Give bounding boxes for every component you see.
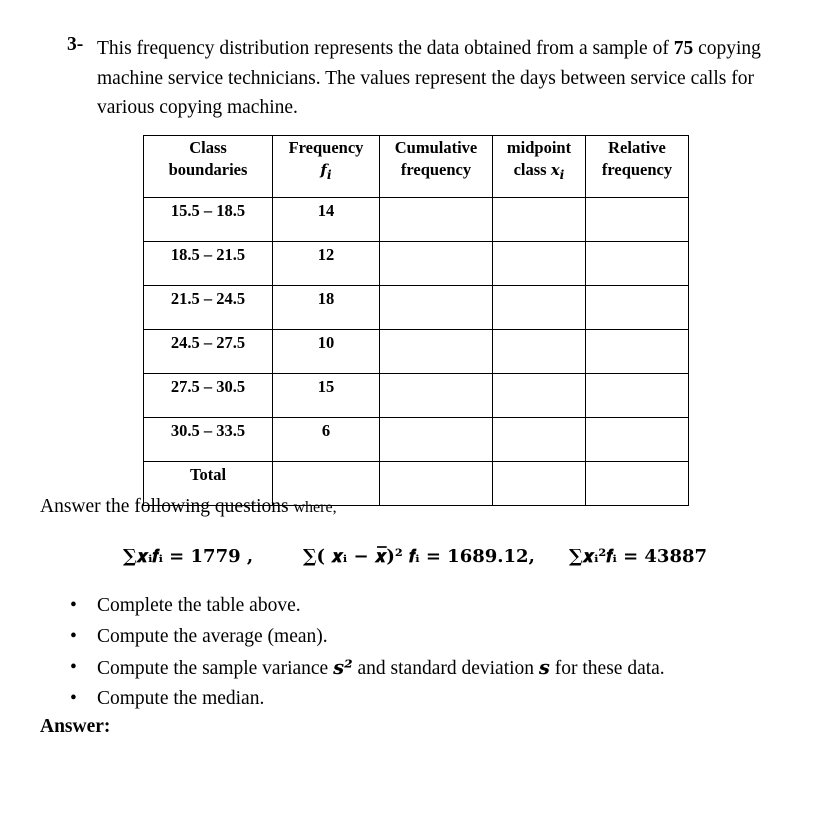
- header-midpoint: midpoint class $x_i$: [493, 136, 586, 198]
- cell-cumulative[interactable]: [380, 374, 493, 418]
- cell-cumulative[interactable]: [380, 330, 493, 374]
- cell-total-cumulative[interactable]: [380, 462, 493, 506]
- cell-relative[interactable]: [586, 198, 689, 242]
- cell-midpoint[interactable]: [493, 374, 586, 418]
- bullet-icon: •: [70, 595, 77, 616]
- cell-midpoint[interactable]: [493, 286, 586, 330]
- question-text: [97, 34, 797, 123]
- cell-class: 21.5 – 24.5: [144, 286, 273, 330]
- frequency-symbol: $f_i$: [320, 161, 332, 182]
- cell-midpoint[interactable]: [493, 418, 586, 462]
- cell-relative[interactable]: [586, 286, 689, 330]
- cell-cumulative[interactable]: [380, 242, 493, 286]
- cell-class: 30.5 – 33.5: [144, 418, 273, 462]
- header-frequency: Frequency $f_i$: [273, 136, 380, 198]
- question-text-after: copying machine service technicians. The values represent the days between service calls for various copying machine.: [97, 38, 761, 118]
- sample-size: 75: [673, 38, 694, 59]
- question-number: 3-: [67, 34, 84, 55]
- table-row: [144, 418, 689, 462]
- table-row: [144, 198, 689, 242]
- question-text-before: This frequency distribution represents the data obtained from a sample of: [97, 38, 674, 59]
- header-cumulative-frequency: Cumulative frequency: [380, 136, 493, 198]
- cell-total-label: Total: [144, 462, 273, 506]
- formula-sum-x2f: ∑𝒙ᵢ²𝒇ᵢ = 43887: [569, 546, 708, 567]
- table-row: [144, 242, 689, 286]
- midpoint-symbol: $x_i$: [550, 161, 565, 182]
- table-row: [144, 374, 689, 418]
- cell-frequency: 14: [273, 198, 380, 242]
- cell-frequency: 18: [273, 286, 380, 330]
- cell-total-relative[interactable]: [586, 462, 689, 506]
- cell-frequency: 10: [273, 330, 380, 374]
- list-item: • Complete the table above.: [0, 590, 665, 621]
- cell-cumulative[interactable]: [380, 418, 493, 462]
- cell-relative[interactable]: [586, 418, 689, 462]
- cell-cumulative[interactable]: [380, 198, 493, 242]
- cell-frequency: 15: [273, 374, 380, 418]
- table-row: [144, 330, 689, 374]
- cell-class: 27.5 – 30.5: [144, 374, 273, 418]
- frequency-table: [143, 135, 689, 506]
- header-relative-frequency: Relative frequency: [586, 136, 689, 198]
- list-item: • Compute the sample variance 𝒔² and standard deviation 𝒔 for these data.: [0, 652, 665, 683]
- cell-frequency: 6: [273, 418, 380, 462]
- table-row: [144, 286, 689, 330]
- answer-intro: Answer the following questions where,: [40, 496, 337, 517]
- cell-midpoint[interactable]: [493, 242, 586, 286]
- bullet-icon: •: [70, 626, 77, 647]
- cell-cumulative[interactable]: [380, 286, 493, 330]
- bullet-icon: •: [70, 688, 77, 709]
- list-item: • Compute the median.: [0, 683, 665, 714]
- table-header-row: [144, 136, 689, 198]
- cell-midpoint[interactable]: [493, 198, 586, 242]
- formula-sum-squared-deviation: ∑( 𝒙ᵢ − 𝒙̅)² 𝒇ᵢ = 1689.12,: [303, 546, 535, 567]
- task-list: [0, 590, 665, 714]
- cell-relative[interactable]: [586, 242, 689, 286]
- cell-frequency: 12: [273, 242, 380, 286]
- cell-relative[interactable]: [586, 374, 689, 418]
- formula-sum-xf: ∑𝒙ᵢ𝒇ᵢ = 1779 ,: [123, 546, 254, 567]
- cell-midpoint[interactable]: [493, 330, 586, 374]
- bullet-icon: •: [70, 657, 77, 678]
- variance-symbol: 𝒔²: [333, 656, 353, 679]
- answer-label: Answer:: [40, 716, 111, 737]
- cell-total-midpoint[interactable]: [493, 462, 586, 506]
- std-dev-symbol: 𝒔: [538, 656, 550, 679]
- header-class-boundaries: Class boundaries: [144, 136, 273, 198]
- cell-class: 18.5 – 21.5: [144, 242, 273, 286]
- cell-class: 15.5 – 18.5: [144, 198, 273, 242]
- cell-class: 24.5 – 27.5: [144, 330, 273, 374]
- list-item: • Compute the average (mean).: [0, 621, 665, 652]
- cell-relative[interactable]: [586, 330, 689, 374]
